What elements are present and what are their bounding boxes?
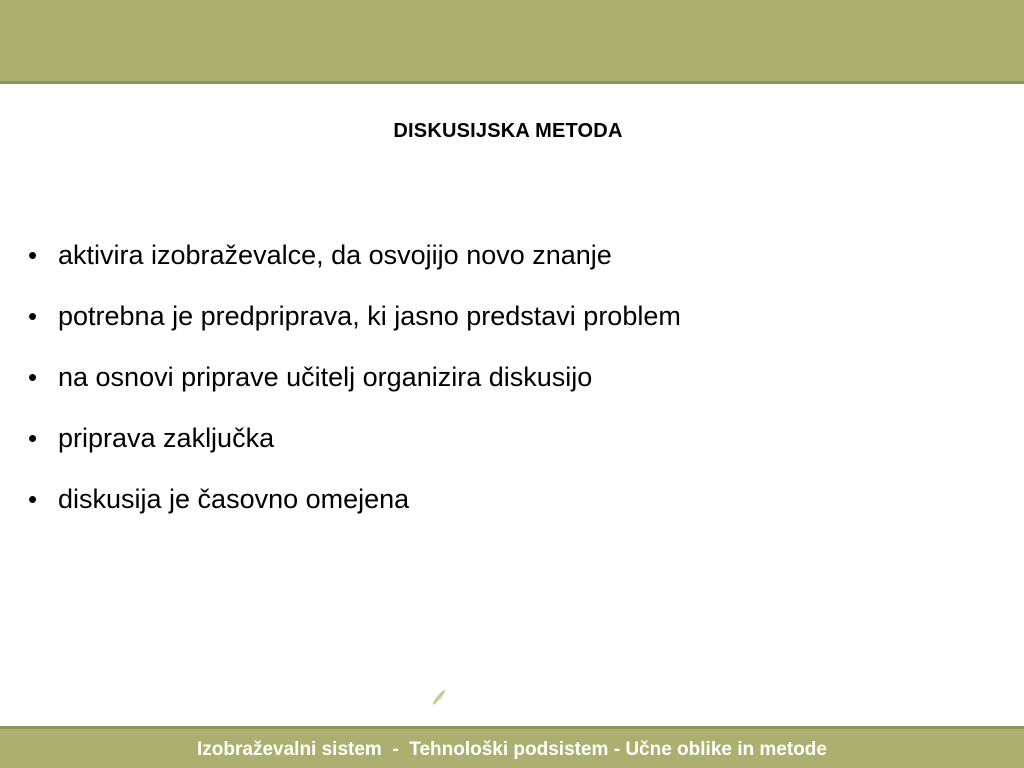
- footer-text: Izobraževalni sistem - Tehnološki podsistem - Učne oblike in metode: [197, 739, 827, 760]
- bullet-item: [28, 419, 968, 480]
- footer-band: [0, 726, 1024, 768]
- bullet-icon: •: [28, 423, 38, 453]
- bullet-icon: •: [28, 362, 38, 392]
- bullet-item: [28, 358, 968, 419]
- bullet-list: [28, 236, 968, 541]
- bullet-icon: •: [28, 240, 38, 270]
- slide-title: DISKUSIJSKA METODA: [393, 120, 623, 142]
- bullet-text: priprava zaključka: [58, 423, 275, 453]
- bullet-icon: •: [28, 301, 38, 331]
- bullet-text: aktivira izobraževalce, da osvojijo novo znanje: [58, 240, 612, 270]
- bullet-item: [28, 480, 968, 541]
- bullet-text: potrebna je predpriprava, ki jasno predstavi problem: [58, 301, 681, 331]
- leaf-icon: [431, 688, 447, 706]
- bullet-text: na osnovi priprave učitelj organizira diskusijo: [58, 362, 593, 392]
- bullet-text: diskusija je časovno omejena: [58, 484, 410, 514]
- bullet-item: [28, 236, 968, 297]
- bullet-item: [28, 297, 968, 358]
- header-band: [0, 0, 1024, 84]
- bullet-icon: •: [28, 484, 38, 514]
